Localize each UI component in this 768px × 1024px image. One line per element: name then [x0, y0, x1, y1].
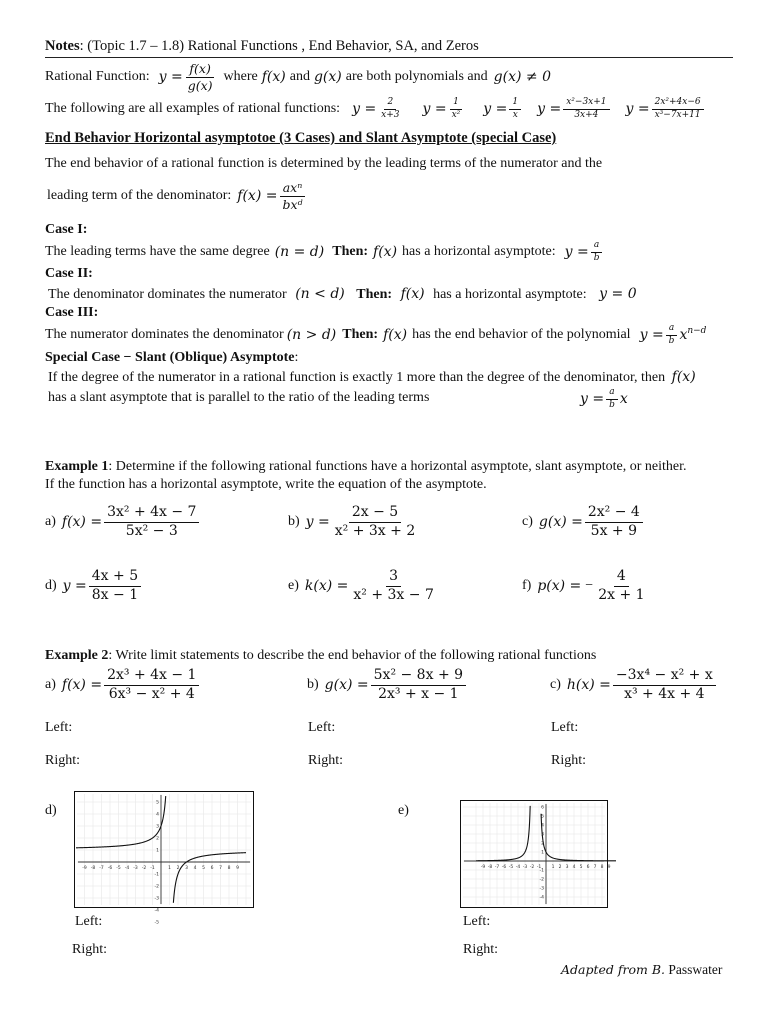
x-tick-label: -4: [515, 865, 521, 870]
examples-line: The following are all examples of rational functions: y = $\frac{2}{x+3}$ y = $\frac{1}{\text{x²}}$ y = $\frac{1}{x}$ y = $\frac{\text{x²−3x+1}}{3x+4}$ y = $\frac{\text{2x²+4x−6}}{\text{x³−7x+11}}$: [45, 96, 706, 122]
definition-line: Rational Function: y = $\frac{f(x)}{g(x)}$ where f(x) and g(x) are both polynomials and g(x) ≠ 0: [45, 60, 551, 93]
x-tick-label: 1: [168, 866, 171, 871]
y-tick-label: 2: [541, 841, 544, 847]
x-tick-label: 7: [593, 865, 597, 870]
example-rational-5: $\frac{\text{2x²+4x−6}}{\text{x³−7x+11}}$: [652, 98, 704, 121]
example1-problem-b: b) y = $\frac{2x - 5}{\text{x² + 3x + 2}}$: [288, 504, 416, 539]
slant-asymptote-formula: y = $\frac{a}{b}$ x: [580, 386, 628, 410]
x-tick-label: 4: [572, 865, 576, 870]
x-tick-label: -7: [494, 865, 500, 870]
section-title: End Behavior Horizontal asymptotoe (3 Cases) and Slant Asymptote (special Case): [45, 130, 557, 146]
x-tick-label: -3: [522, 865, 528, 870]
intro-line-2: leading term of the denominator: f(x) = $\frac{\text{axⁿ}}{\text{bxᵈ}}$: [47, 178, 308, 214]
example2-problem-b: b) g(x) = $\frac{\text{5x² − 8x + 9}}{\text{2x³ + x − 1}}$: [307, 665, 468, 705]
example1-problem-d: d) y = $\frac{4x + 5}{8x - 1}$: [45, 566, 143, 606]
graph-e: [460, 800, 611, 908]
y-tick-label: -4: [154, 908, 159, 914]
x-tick-label: 6: [210, 866, 214, 871]
y-tick-label: 6: [541, 805, 544, 811]
x-tick-label: 8: [600, 865, 604, 870]
page-title: Notes: (Topic 1.7 – 1.8) Rational Functions , End Behavior, SA, and Zeros: [45, 38, 479, 54]
y-tick-label: 5: [541, 814, 544, 820]
definition-fraction: $\frac{f(x)}{g(x)}$: [187, 60, 213, 93]
header-rule: [45, 57, 733, 58]
y-tick-label: 3: [156, 824, 159, 830]
x-tick-label: -1: [150, 866, 155, 871]
x-tick-label: -5: [116, 866, 121, 871]
example2-a-left: Left:: [45, 720, 73, 735]
graph-e-curve-right: [541, 814, 616, 861]
y-tick-label: 3: [541, 832, 544, 838]
example1-problem-a: a) f(x) = $\frac{\text{3x² + 4x − 7}}{\text{5x² − 3}}$: [45, 502, 201, 542]
y-tick-label: 1: [156, 848, 159, 854]
example-rational-4: $\frac{\text{x²−3x+1}}{3x+4}$: [563, 98, 609, 121]
y-tick-label: 2: [156, 836, 159, 842]
example2-c-right: Right:: [551, 753, 587, 768]
x-tick-label: 7: [219, 866, 222, 871]
y-tick-label: -4: [539, 895, 544, 901]
x-tick-label: 9: [607, 865, 611, 870]
graph-d-curve-right: [173, 853, 246, 903]
graph-d-tag: d): [45, 803, 57, 818]
example2-b-right: Right:: [308, 753, 344, 768]
x-tick-label: -8: [90, 866, 96, 871]
y-tick-label: -2: [154, 884, 159, 890]
x-tick-label: -2: [141, 866, 147, 871]
graph-e-plot: [461, 801, 611, 907]
graph-e-right: Right:: [463, 942, 499, 957]
example2-c-left: Left:: [551, 720, 579, 735]
special-case-line-2: has a slant asymptote that is parallel to the ratio of the leading terms: [48, 390, 430, 405]
x-tick-label: -4: [124, 866, 130, 871]
special-case-label: Special Case − Slant (Oblique) Asymptote:: [45, 350, 299, 365]
x-tick-label: 3: [565, 865, 569, 870]
case3-label: Case III:: [45, 305, 99, 320]
y-tick-label: 1: [541, 850, 544, 856]
example2-a-right: Right:: [45, 753, 81, 768]
x-tick-label: 1: [551, 865, 555, 870]
y-tick-label: -3: [154, 896, 159, 902]
y-tick-label: 4: [541, 823, 544, 829]
y-tick-label: 5: [156, 800, 159, 806]
case1-label: Case I:: [45, 222, 88, 237]
graph-e-left: Left:: [463, 914, 491, 929]
y-tick-label: 4: [156, 812, 159, 818]
x-tick-label: 2: [558, 865, 562, 870]
example1-problem-c: c) g(x) = $\frac{\text{2x² − 4}}{5x + 9}$: [522, 502, 645, 542]
intro-line-1: The end behavior of a rational function is determined by the leading terms of the numerator and the: [45, 156, 603, 171]
y-tick-label: -3: [539, 886, 544, 892]
x-tick-label: 2: [176, 866, 180, 871]
y-tick-label: -1: [154, 872, 159, 878]
graph-e-curve-left: [476, 806, 530, 861]
x-tick-label: -3: [133, 866, 138, 871]
leading-term-fraction: $\frac{\text{axⁿ}}{\text{bxᵈ}}$: [279, 181, 305, 212]
x-tick-label: -9: [82, 866, 87, 871]
example-rational-3: $\frac{1}{x}$: [509, 98, 521, 121]
x-tick-label: -6: [501, 865, 507, 870]
case1-text: The leading terms have the same degree (n = d) Then: f(x) has a horizontal asymptote: y = $\frac{a}{b}$: [45, 238, 604, 266]
x-tick-label: -1: [536, 865, 542, 870]
graph-e-tag: e): [398, 803, 409, 818]
x-tick-label: 8: [227, 866, 231, 871]
x-tick-label: -6: [107, 866, 113, 871]
x-tick-label: -9: [480, 865, 486, 870]
x-tick-label: -8: [487, 865, 493, 870]
x-tick-label: 9: [236, 866, 239, 871]
example-rational-2: $\frac{1}{\text{x²}}$: [451, 96, 461, 120]
case2-label: Case II:: [45, 266, 93, 281]
special-case-line-1: If the degree of the numerator in a rational function is exactly 1 more than the degree of the denominator, then f(x): [48, 369, 696, 385]
example2-instructions: Example 2: Write limit statements to describe the end behavior of the following rational functions: [45, 648, 597, 663]
y-tick-label: -5: [154, 920, 159, 926]
x-tick-label: -2: [529, 865, 535, 870]
x-tick-label: -7: [99, 866, 104, 871]
case2-text: The denominator dominates the numerator (n < d) Then: f(x) has a horizontal asymptote: y = 0: [48, 286, 637, 302]
x-tick-label: 6: [586, 865, 590, 870]
y-tick-label: -2: [539, 877, 544, 883]
x-tick-label: 4: [193, 866, 197, 871]
y-tick-label: -1: [539, 868, 544, 874]
example1-instructions-2: If the function has a horizontal asymptote, write the equation of the asymptote.: [45, 477, 487, 492]
example2-b-left: Left:: [308, 720, 336, 735]
example1-problem-f: f) p(x) = − $\frac{4}{2x + 1}$: [522, 568, 645, 603]
x-tick-label: 5: [202, 866, 205, 871]
graph-d-left: Left:: [75, 914, 103, 929]
graph-d-right: Right:: [72, 942, 108, 957]
example2-problem-c: c) h(x) = $\frac{\text{−3x⁴ − x² + x}}{\text{x³ + 4x + 4}}$: [550, 665, 718, 705]
x-tick-label: -5: [508, 865, 514, 870]
example1-problem-e: e) k(x) = $\frac{3}{\text{x² + 3x − 7}}$: [288, 568, 434, 603]
example1-instructions: Example 1: Determine if the following rational functions have a horizontal asymptote, slant asymptote, or neither.: [45, 459, 687, 474]
attribution: Adapted from B. Passwater: [561, 962, 723, 977]
x-tick-label: 3: [185, 866, 188, 871]
example-rational-1: $\frac{2}{x+3}$: [381, 96, 400, 120]
example2-problem-a: a) f(x) = $\frac{\text{2x³ + 4x − 1}}{\text{6x³ − x² + 4}}$: [45, 665, 201, 705]
x-tick-label: 5: [579, 865, 583, 870]
case3-text: The numerator dominates the denominator (n > d) Then: f(x) has the end behavior of the polynomial y = $\frac{a}{b}$ x $^{n-d}$: [45, 322, 707, 346]
